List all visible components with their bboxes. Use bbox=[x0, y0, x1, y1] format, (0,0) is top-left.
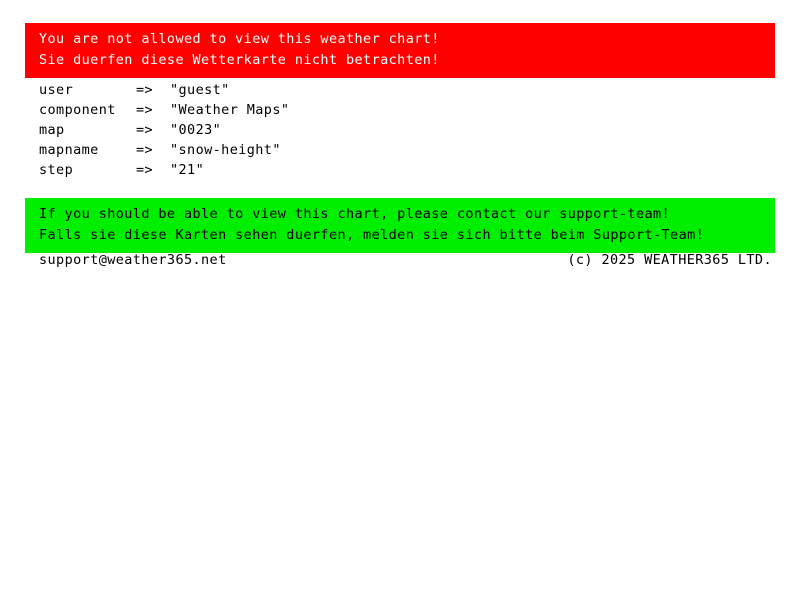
info-message-en: If you should be able to view this chart, please contact our support-team! bbox=[39, 206, 671, 222]
parameter-value: "snow-height" bbox=[170, 142, 281, 158]
parameter-arrow: => bbox=[136, 102, 154, 118]
parameter-row-component bbox=[39, 100, 739, 120]
parameter-value: "guest" bbox=[170, 82, 230, 98]
parameter-key: mapname bbox=[39, 142, 99, 158]
parameter-key: user bbox=[39, 82, 74, 98]
parameter-arrow: => bbox=[136, 142, 154, 158]
parameter-arrow: => bbox=[136, 162, 154, 178]
footer bbox=[39, 250, 772, 270]
parameter-list bbox=[39, 80, 739, 180]
info-message-de: Falls sie diese Karten sehen duerfen, melden sie sich bitte beim Support-Team! bbox=[39, 227, 705, 243]
parameter-arrow: => bbox=[136, 122, 154, 138]
parameter-value: "0023" bbox=[170, 122, 222, 138]
parameter-key: step bbox=[39, 162, 74, 178]
parameter-row-user bbox=[39, 80, 739, 100]
copyright-notice: (c) 2025 WEATHER365 LTD. bbox=[567, 252, 772, 268]
parameter-row-map bbox=[39, 120, 739, 140]
info-banner bbox=[25, 198, 775, 253]
error-message-de: Sie duerfen diese Wetterkarte nicht betrachten! bbox=[39, 52, 440, 68]
support-email-link[interactable]: support@weather365.net bbox=[39, 252, 227, 268]
parameter-key: map bbox=[39, 122, 65, 138]
parameter-key: component bbox=[39, 102, 116, 118]
parameter-value: "Weather Maps" bbox=[170, 102, 290, 118]
parameter-value: "21" bbox=[170, 162, 205, 178]
parameter-row-mapname bbox=[39, 140, 739, 160]
parameter-row-step bbox=[39, 160, 739, 180]
error-banner bbox=[25, 23, 775, 78]
parameter-arrow: => bbox=[136, 82, 154, 98]
error-message-en: You are not allowed to view this weather chart! bbox=[39, 31, 440, 47]
